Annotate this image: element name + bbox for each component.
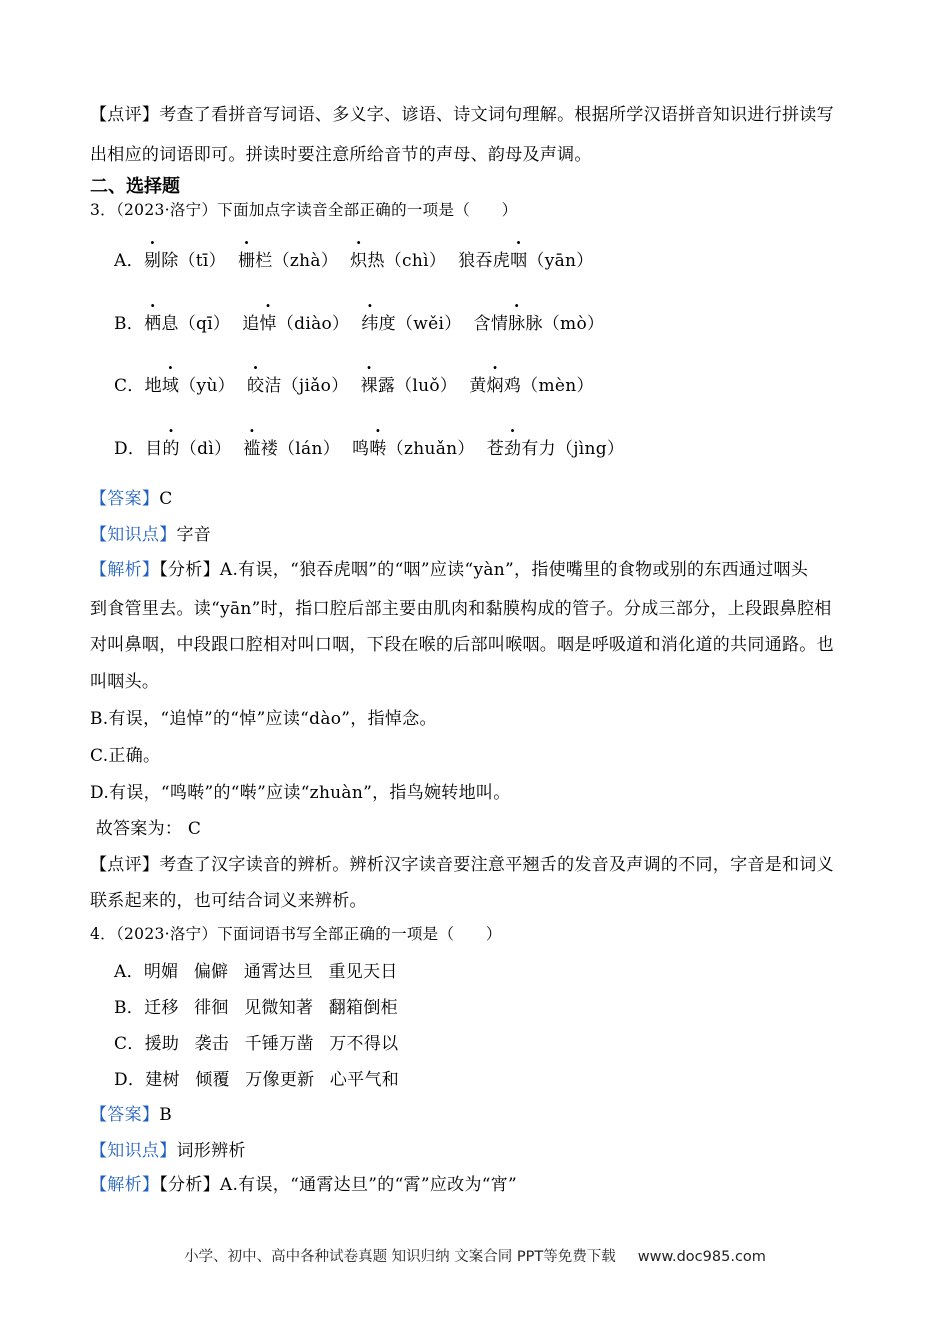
option-word: 栖息（qī） [144,314,230,334]
footer-text: 小学、初中、高中各种试卷真题 知识归纳 文案合同 PPT等免费下载 [184,1249,616,1265]
dotted-character: 咽 [510,251,528,271]
q3-conclusion: 故答案为： C [90,819,202,839]
q3-knowledge: 【知识点】字音 [90,525,212,545]
dotted-character: 啭 [369,439,387,459]
option-word: 裸露（luǒ） [361,376,458,396]
option-word: 褴褛（lán） [243,439,340,459]
comment-tag: 【点评】 [90,105,160,125]
option-word: 皎洁（jiǎo） [247,376,349,396]
question-3-stem: 3．（2023·洛宁）下面加点字读音全部正确的一项是（ ） [90,201,518,219]
q4-knowledge: 【知识点】词形辨析 [90,1141,246,1161]
q3-option-a [114,246,594,271]
option-word: 炽热（chì） [350,251,446,271]
dotted-character: 悼 [259,314,277,334]
q4-option-c: C．援助 袭击 千锤万凿 万不得以 [114,1034,399,1054]
dotted-character: 剔 [143,251,162,271]
page-footer [0,1245,950,1266]
section-title: 二、选择题 [90,176,180,197]
option-label: A． [114,251,144,271]
q3-answer: 【答案】C [90,489,173,509]
option-word: 黄焖鸡（mèn） [469,376,594,396]
dotted-character: 焖 [486,376,504,396]
option-label: D． [114,439,146,459]
question-4-stem: 4．（2023·洛宁）下面词语书写全部正确的一项是（ ） [90,925,502,943]
q3-option-b [114,309,604,334]
option-word: 纬度（wěi） [361,314,461,334]
dotted-character: 纬 [361,314,379,334]
dotted-character: 皎 [247,376,265,396]
option-word: 目的（dì） [145,439,231,459]
dotted-character: 栅 [237,251,256,271]
dotted-character: 劲 [504,439,522,459]
dotted-character: 栖 [144,314,162,334]
q3-analysis-line-4: 叫咽头。 [90,672,160,692]
q3-analysis-line-7: D.有误，“鸣啭”的“啭”应读“zhuàn”，指鸟婉转地叫。 [90,783,511,803]
option-word: 地域（yù） [145,376,235,396]
option-word: 追悼（diào） [242,314,349,334]
q4-answer: 【答案】B [90,1105,172,1125]
dotted-character: 的 [162,439,180,459]
q3-comment-line-1: 【点评】考查了汉字读音的辨析。辨析汉字读音要注意平翘舌的发音及声调的不同，字音是和词义 [90,855,834,875]
q3-comment-line-2: 联系起来的，也可结合词义来辨析。 [90,891,367,911]
q3-analysis-line-3: 对叫鼻咽，中段跟口腔相对叫口咽，下段在喉的后部叫喉咽。咽是呼吸道和消化道的共同通路。也 [90,635,834,655]
q3-analysis-line-2: 到食管里去。读“yān”时，指口腔后部主要由肌肉和黏膜构成的管子。分成三部分，上段跟鼻腔相 [90,599,832,619]
option-word: 含情脉脉（mò） [474,314,605,334]
q3-option-c [114,371,594,396]
option-label: B． [114,314,145,334]
dotted-character: 脉 [508,314,526,334]
option-label: C． [114,376,145,396]
q3-analysis-line-6: C.正确。 [90,746,161,766]
footer-url[interactable]: www.doc985.com [637,1249,766,1265]
q3-analysis-line-5: B.有误，“追悼”的“悼”应读“dào”，指悼念。 [90,709,437,729]
dotted-character: 域 [161,376,180,396]
q4-option-b: B．迁移 徘徊 见微知著 翻箱倒柜 [114,998,398,1018]
dotted-character: 炽 [350,251,368,271]
option-word: 苍劲有力（jìng） [487,439,625,459]
q4-option-d: D．建树 倾覆 万像更新 心平气和 [114,1070,400,1090]
dotted-character: 褴 [243,439,261,459]
option-word: 栅栏（zhà） [238,251,338,271]
comment-line-2: 出相应的词语即可。拼读时要注意所给音节的声母、韵母及声调。 [90,145,592,165]
q4-option-a: A．明媚 偏僻 通霄达旦 重见天日 [114,962,398,982]
q3-option-d [114,434,624,459]
option-word: 剔除（tī） [144,251,226,271]
q4-analysis-line-1: 【解析】【分析】A.有误，“通霄达旦”的“霄”应改为“宵” [90,1175,518,1195]
comment-line-1: 【点评】考查了看拼音写词语、多义字、谚语、诗文词句理解。根据所学汉语拼音知识进行拼读写 [90,105,834,125]
q3-analysis-line-1: 【解析】【分析】A.有误，“狼吞虎咽”的“咽”应读“yàn”，指使嘴里的食物或别的东西通过咽头 [90,560,809,580]
option-word: 狼吞虎咽（yān） [458,251,593,271]
option-word: 鸣啭（zhuǎn） [352,439,475,459]
dotted-character: 裸 [360,376,378,396]
